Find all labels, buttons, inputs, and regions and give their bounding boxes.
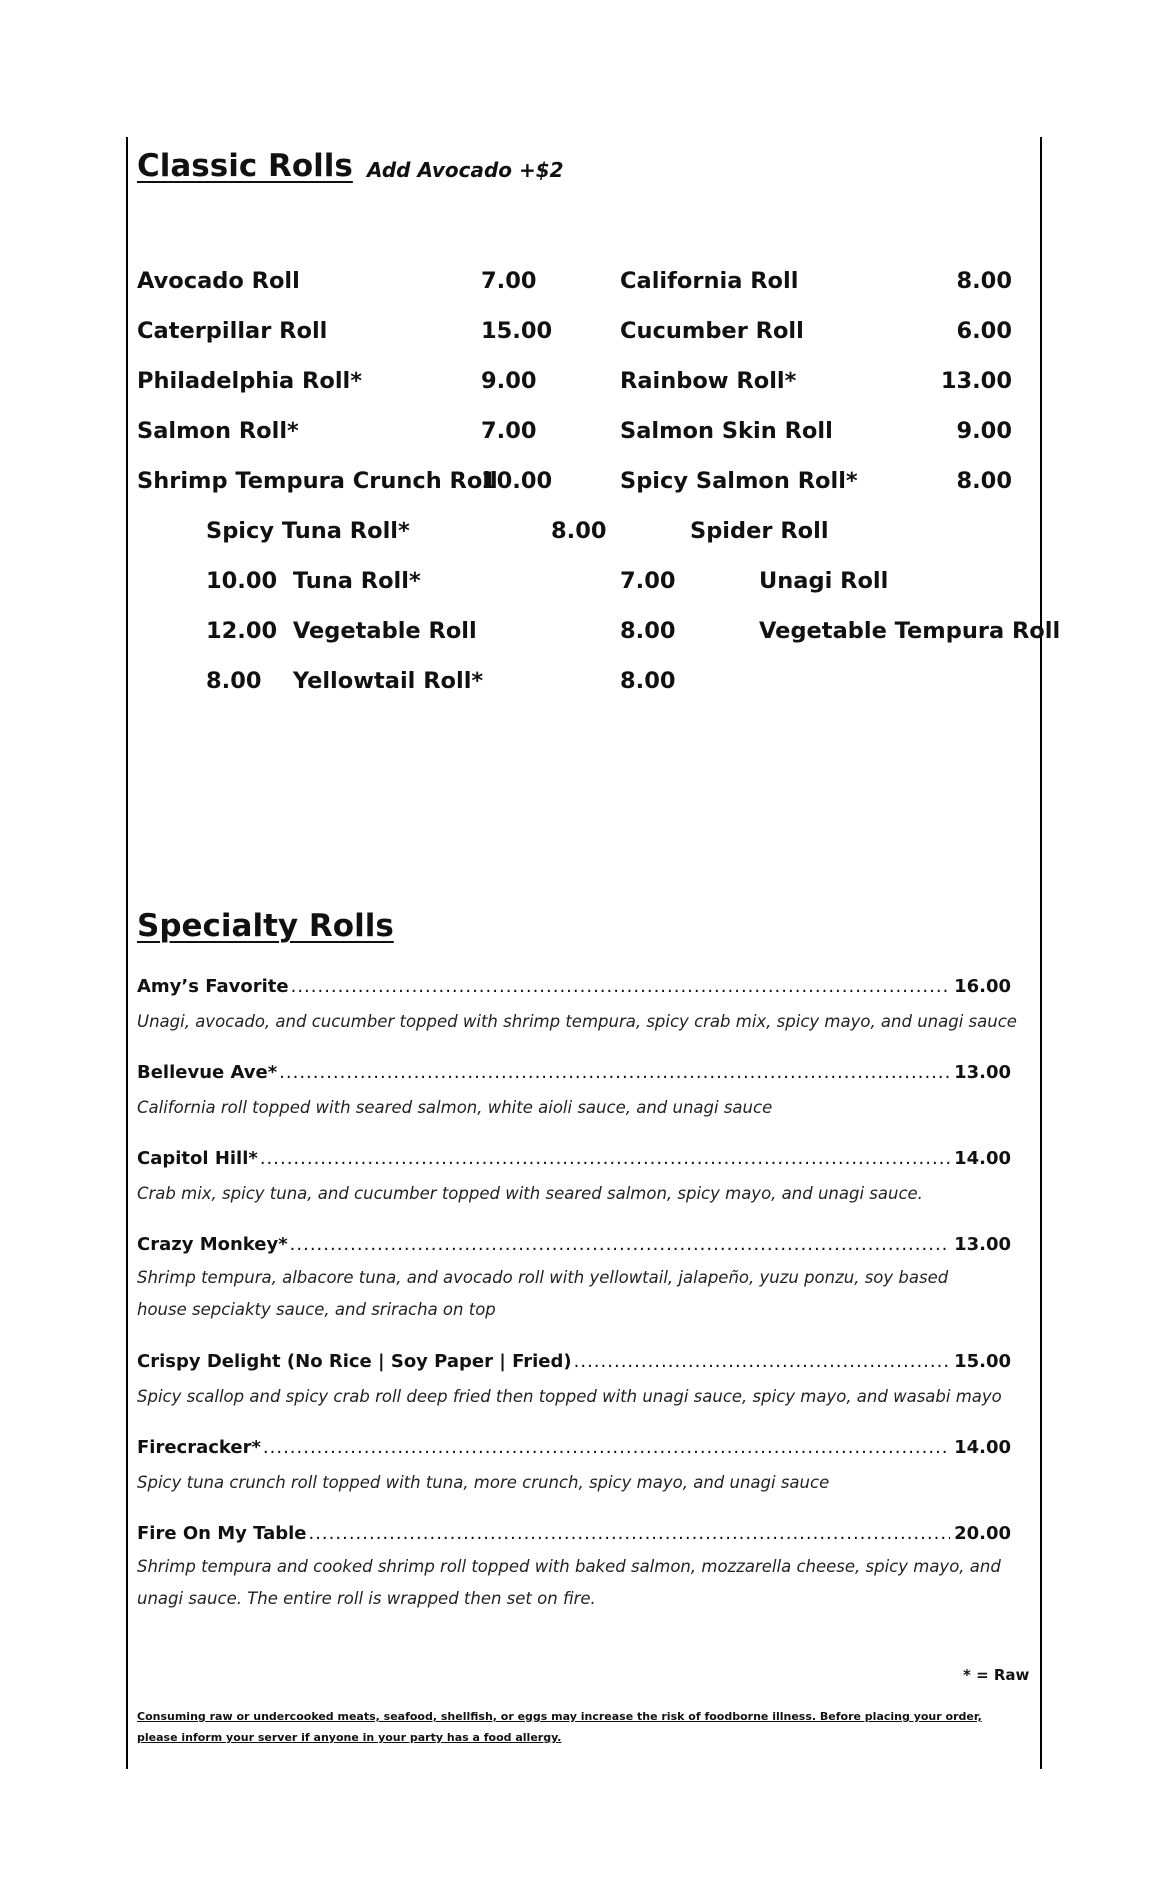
classic-roll-name: Cucumber Roll — [620, 318, 804, 344]
allergy-disclaimer: Consuming raw or undercooked meats, seafood, shellfish, or eggs may increase the risk of foodborne illness. Before placing your order, please inform your server if anyone in your party has a food allergy. — [137, 1710, 982, 1744]
classic-roll-price: 7.00 — [481, 418, 537, 444]
classic-roll-entry: 8.00 — [620, 668, 676, 694]
classic-roll-entry: Spicy Tuna Roll* — [206, 518, 410, 544]
specialty-item-description: Unagi, avocado, and cucumber topped with shrimp tempura, spicy crab mix, spicy mayo, and unagi sauce — [137, 1012, 1017, 1031]
classic-roll-name: Spicy Salmon Roll* — [620, 468, 858, 494]
specialty-item-name: Bellevue Ave* — [137, 1062, 278, 1083]
specialty-item-description: Spicy scallop and spicy crab roll deep fried then topped with unagi sauce, spicy mayo, and wasabi mayo — [137, 1387, 1002, 1406]
raw-legend: * = Raw — [963, 1666, 1030, 1684]
avocado-addon-note: Add Avocado +$2 — [367, 158, 564, 182]
specialty-item-header — [137, 976, 1011, 997]
classic-roll-entry: 10.00 Tuna Roll* — [206, 568, 421, 594]
specialty-item-price: 13.00 — [954, 1234, 1011, 1255]
classic-roll-entry: 8.00 Yellowtail Roll* — [206, 668, 484, 694]
dot-leader — [574, 1351, 950, 1372]
dot-leader — [291, 976, 950, 997]
classic-roll-name: Caterpillar Roll — [137, 318, 328, 344]
classic-roll-price: 8.00 — [956, 468, 1012, 494]
specialty-item-description: California roll topped with seared salmon, white aioli sauce, and unagi sauce — [137, 1098, 773, 1117]
classic-roll-price: 9.00 — [481, 368, 537, 394]
classic-roll-entry: 8.00 — [620, 618, 676, 644]
classic-roll-price: 15.00 — [481, 318, 553, 344]
classic-roll-price: 10.00 — [481, 468, 553, 494]
classic-roll-price: 13.00 — [940, 368, 1012, 394]
dot-leader — [279, 1062, 950, 1083]
classic-roll-name: Philadelphia Roll* — [137, 368, 363, 394]
specialty-item-price: 20.00 — [954, 1523, 1011, 1544]
specialty-rolls-title: Specialty Rolls — [137, 908, 394, 944]
specialty-item-name: Amy’s Favorite — [137, 976, 289, 997]
specialty-item-price: 15.00 — [954, 1351, 1011, 1372]
specialty-item-description: Shrimp tempura and cooked shrimp roll topped with baked salmon, mozzarella cheese, spicy mayo, and unagi sauce. The entire roll is wrapped then set on fire. — [137, 1557, 1001, 1608]
classic-roll-price: 6.00 — [956, 318, 1012, 344]
classic-roll-name: Rainbow Roll* — [620, 368, 797, 394]
specialty-item-price: 13.00 — [954, 1062, 1011, 1083]
dot-leader — [290, 1234, 950, 1255]
specialty-item-description: Crab mix, spicy tuna, and cucumber topped with seared salmon, spicy mayo, and unagi sauce. — [137, 1184, 923, 1203]
specialty-item-header — [137, 1234, 1011, 1255]
specialty-item-description: Shrimp tempura, albacore tuna, and avocado roll with yellowtail, jalapeño, yuzu ponzu, soy based house sepciakty sauce, and sriracha on top — [137, 1268, 949, 1319]
classic-roll-entry: 8.00 — [551, 518, 607, 544]
page-border-left — [126, 137, 128, 1769]
specialty-item-price: 14.00 — [954, 1437, 1011, 1458]
classic-roll-name: Shrimp Tempura Crunch Roll — [137, 468, 498, 494]
specialty-item-price: 14.00 — [954, 1148, 1011, 1169]
classic-roll-name: Salmon Roll* — [137, 418, 299, 444]
specialty-item-header — [137, 1351, 1011, 1372]
dot-leader — [263, 1437, 950, 1458]
page-border-right — [1040, 137, 1042, 1769]
specialty-item-name: Crispy Delight (No Rice | Soy Paper | Fried) — [137, 1351, 572, 1372]
specialty-item-name: Firecracker* — [137, 1437, 261, 1458]
classic-roll-name: Avocado Roll — [137, 268, 300, 294]
specialty-item-header — [137, 1148, 1011, 1169]
classic-roll-entry: 12.00 Vegetable Roll — [206, 618, 477, 644]
specialty-item-name: Crazy Monkey* — [137, 1234, 288, 1255]
classic-roll-entry: 7.00 — [620, 568, 676, 594]
classic-roll-name: California Roll — [620, 268, 799, 294]
dot-leader — [308, 1523, 950, 1544]
specialty-item-name: Fire On My Table — [137, 1523, 307, 1544]
classic-roll-entry: Spider Roll — [690, 518, 829, 544]
specialty-item-header — [137, 1437, 1011, 1458]
classic-roll-price: 9.00 — [956, 418, 1012, 444]
specialty-item-name: Capitol Hill* — [137, 1148, 258, 1169]
classic-roll-entry: Vegetable Tempura Roll — [759, 618, 1061, 644]
classic-roll-price: 8.00 — [956, 268, 1012, 294]
classic-roll-price: 7.00 — [481, 268, 537, 294]
dot-leader — [260, 1148, 950, 1169]
classic-roll-name: Salmon Skin Roll — [620, 418, 833, 444]
specialty-item-description: Spicy tuna crunch roll topped with tuna, more crunch, spicy mayo, and unagi sauce — [137, 1473, 830, 1492]
specialty-item-header — [137, 1062, 1011, 1083]
classic-roll-entry: Unagi Roll — [759, 568, 889, 594]
specialty-item-price: 16.00 — [954, 976, 1011, 997]
classic-rolls-title: Classic Rolls — [137, 148, 353, 184]
specialty-item-header — [137, 1523, 1011, 1544]
